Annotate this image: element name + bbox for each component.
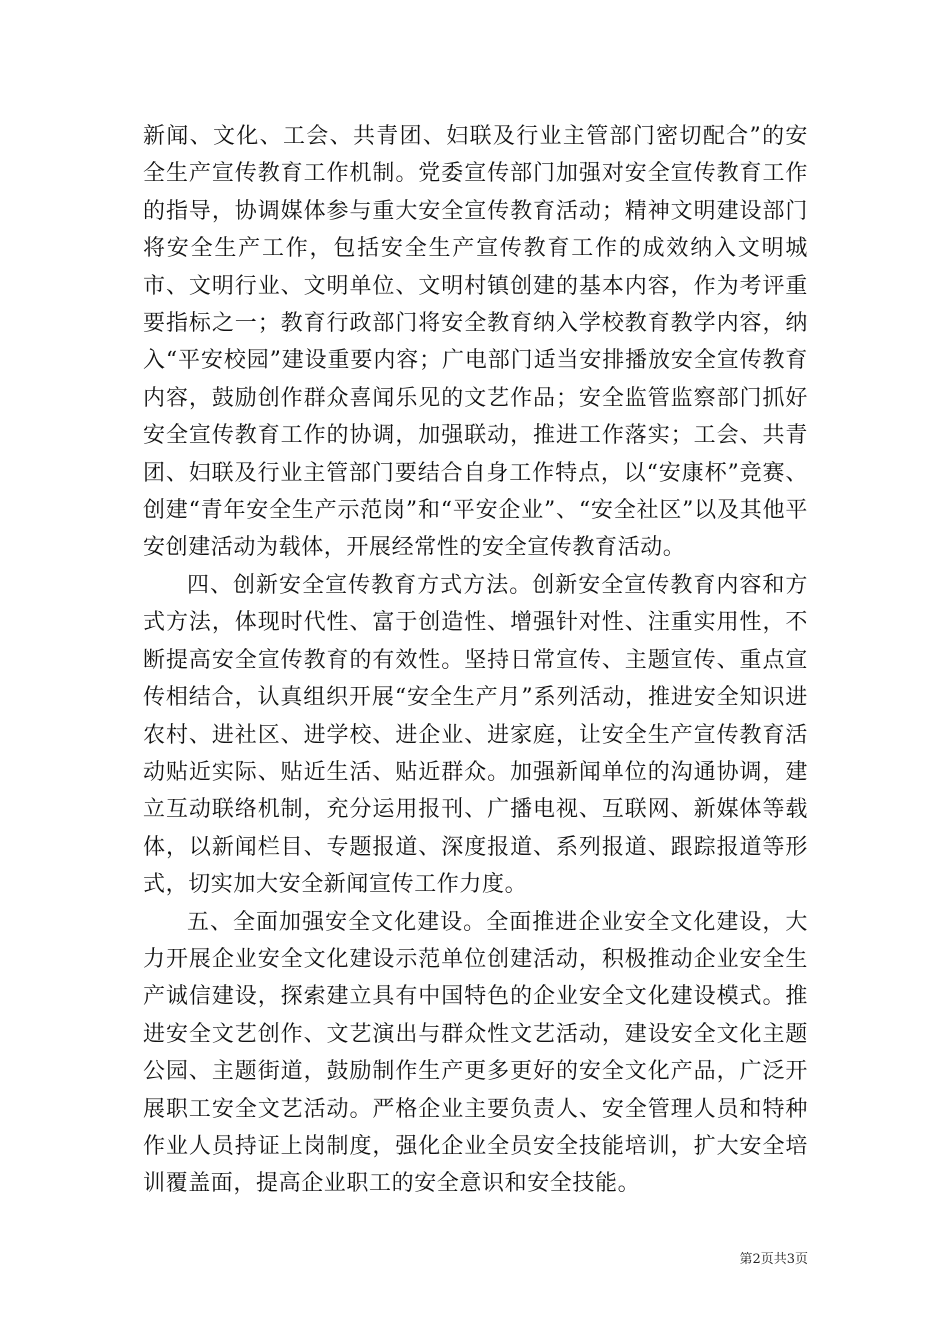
paragraph-continuation: 新闻、文化、工会、共青团、妇联及行业主管部门密切配合”的安全生产宣传教育工作机制。党委宣传部门加强对安全宣传教育工作的指导，协调媒体参与重大安全宣传教育活动；精神文明建设部门将安全生产工作，包括安全生产宣传教育工作的成效纳入文明城市、文明行业、文明单位、文明村镇创建的基本内容，作为考评重要指标之一；教育行政部门将安全教育纳入学校教育教学内容，纳入“平安校园”建设重要内容；广电部门适当安排播放安全宣传教育内容，鼓励创作群众喜闻乐见的文艺作品；安全监管监察部门抓好安全宣传教育工作的协调，加强联动，推进工作落实；工会、共青团、妇联及行业主管部门要结合自身工作特点，以“安康杯”竞赛、创建“青年安全生产示范岗”和“平安企业”、“安全社区”以及其他平安创建活动为载体，开展经常性的安全宣传教育活动。 xyxy=(143,124,808,561)
document-body xyxy=(143,118,808,1203)
paragraph-section-four: 四、创新安全宣传教育方式方法。创新安全宣传教育内容和方式方法，体现时代性、富于创造性、增强针对性、注重实用性，不断提高安全宣传教育的有效性。坚持日常宣传、主题宣传、重点宣传相结合，认真组织开展“安全生产月”系列活动，推进安全知识进农村、进社区、进学校、进企业、进家庭，让安全生产宣传教育活动贴近实际、贴近生活、贴近群众。加强新闻单位的沟通协调，建立互动联络机制，充分运用报刊、广播电视、互联网、新媒体等载体，以新闻栏目、专题报道、深度报道、系列报道、跟踪报道等形式，切实加大安全新闻宣传工作力度。 xyxy=(143,572,808,898)
paragraph-section-five: 五、全面加强安全文化建设。全面推进企业安全文化建设，大力开展企业安全文化建设示范单位创建活动，积极推动企业安全生产诚信建设，探索建立具有中国特色的企业安全文化建设模式。推进安全文艺创作、文艺演出与群众性文艺活动，建设安全文化主题公园、主题街道，鼓励制作生产更多更好的安全文化产品，广泛开展职工安全文艺活动。严格企业主要负责人、安全管理人员和特种作业人员持证上岗制度，强化企业全员安全技能培训，扩大安全培训覆盖面，提高企业职工的安全意识和安全技能。 xyxy=(143,909,808,1197)
page-number-footer: 第2页共3页 xyxy=(739,1252,808,1267)
